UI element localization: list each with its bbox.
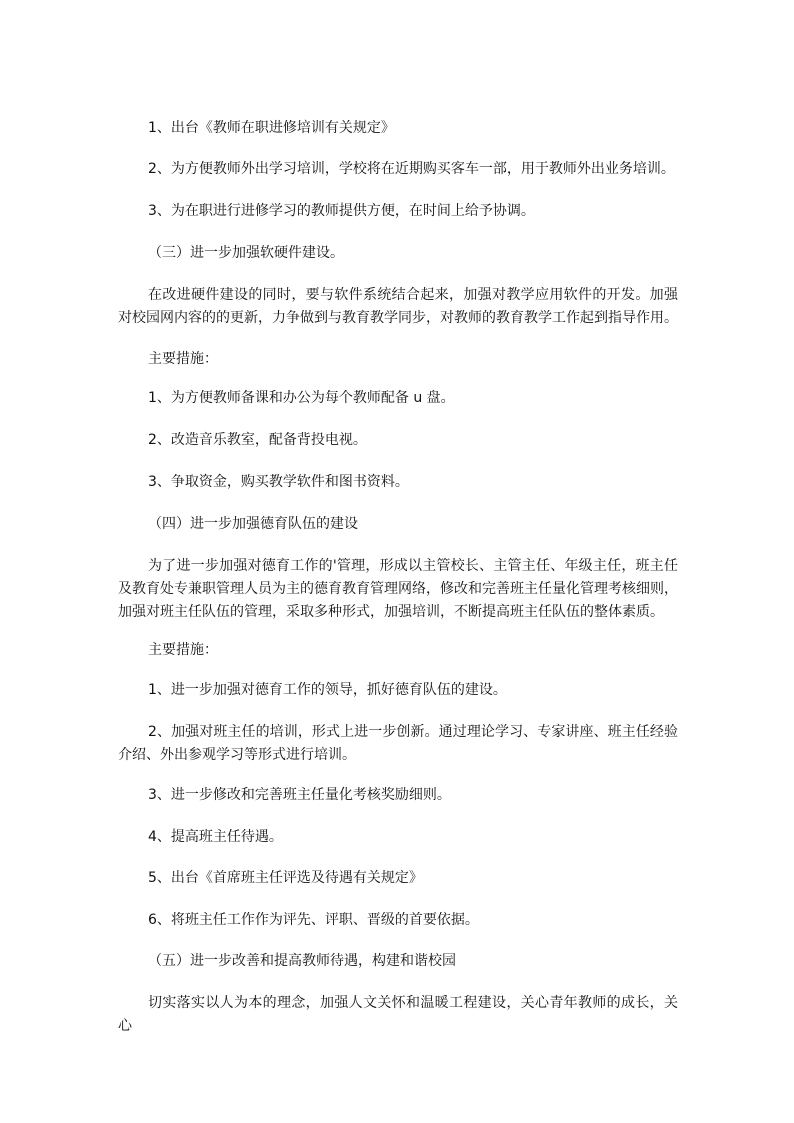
main-measures-label: 主要措施：	[148, 642, 218, 658]
measure-item-3: 3、争取资金，购买教学软件和图书资料。	[148, 474, 409, 490]
measure-item-4: 4、提高班主任待遇。	[148, 829, 283, 845]
measure-item-5: 5、出台《首席班主任评选及待遇有关规定》	[148, 870, 423, 886]
measure-item-2: 2、改造音乐教室，配备背投电视。	[148, 432, 367, 448]
section-body-5: 切实落实以人为本的理念，加强人文关怀和温暖工程建设，关心青年教师的成长，关心	[118, 995, 678, 1034]
measure-item-1: 1、出台《教师在职进修培训有关规定》	[148, 120, 395, 136]
main-measures-label: 主要措施：	[148, 351, 218, 367]
section-body-4: 为了进一步加强对德育工作的'管理，形成以主管校长、主管主任、年级主任，班主任及教育处专兼职管理人员为主的德育教育管理网络，修改和完善班主任量化管理考核细则，加强对班主任队伍的管理，采取多种形式，加强培训，不断提高班主任队伍的整体素质。	[118, 558, 678, 620]
measure-item-1: 1、进一步加强对德育工作的领导，抓好德育队伍的建设。	[148, 682, 507, 698]
measure-item-6: 6、将班主任工作作为评先、评职、晋级的首要依据。	[148, 912, 479, 928]
measure-item-2: 2、为方便教师外出学习培训，学校将在近期购买客车一部，用于教师外出业务培训。	[148, 161, 675, 177]
measure-item-3: 3、进一步修改和完善班主任量化考核奖励细则。	[148, 787, 451, 803]
measure-item-2: 2、加强对班主任的培训，形式上进一步创新。通过理论学习、专家讲座、班主任经验介绍、外出参观学习等形式进行培训。	[118, 724, 678, 763]
measure-item-3: 3、为在职进行进修学习的教师提供方便，在时间上给予协调。	[148, 203, 535, 219]
section-body-3: 在改进硬件建设的同时，要与软件系统结合起来，加强对教学应用软件的开发。加强对校园网内容的的更新，力争做到与教育教学同步，对教师的教育教学工作起到指导作用。	[118, 287, 678, 326]
section-heading-3: （三）进一步加强软硬件建设。	[148, 245, 344, 261]
measure-item-1: 1、为方便教师备课和办公为每个教师配备 u 盘。	[148, 390, 455, 406]
section-heading-4: （四）进一步加强德育队伍的建设	[148, 516, 358, 532]
section-heading-5: （五）进一步改善和提高教师待遇，构建和谐校园	[148, 953, 456, 969]
